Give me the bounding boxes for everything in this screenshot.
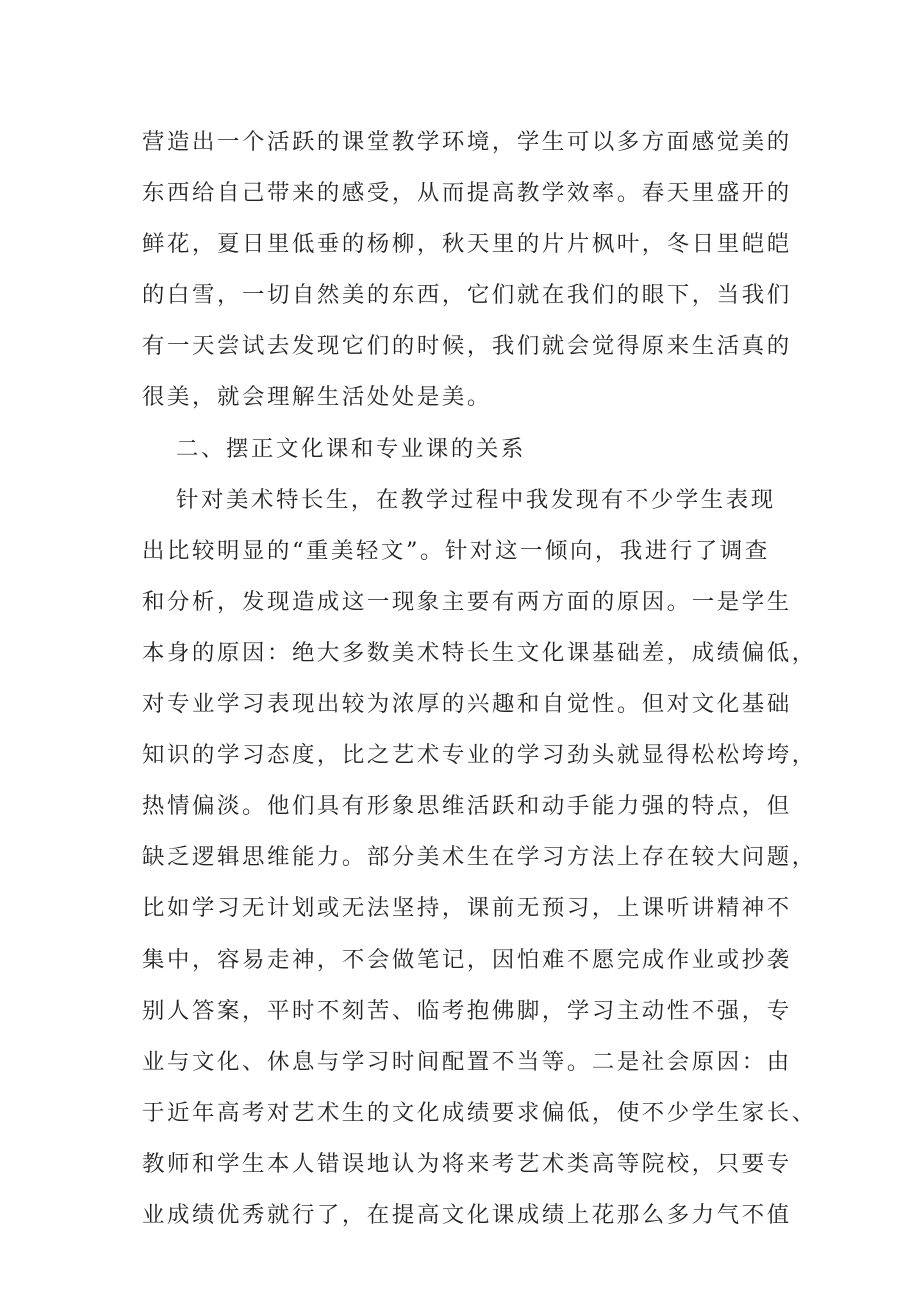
paragraph-line: 的白雪，一切自然美的东西，它们就在我们的眼下，当我们 (142, 282, 792, 309)
body-text (142, 117, 817, 1241)
paragraph-line: 缺乏逻辑思维能力。部分美术生在学习方法上存在较大问题， (142, 844, 817, 871)
paragraph-line: 东西给自己带来的感受，从而提高教学效率。春天里盛开的 (142, 180, 792, 207)
paragraph-line: 比如学习无计划或无法坚持，课前无预习，上课听讲精神不 (142, 895, 792, 922)
paragraph-line: 对专业学习表现出较为浓厚的兴趣和自觉性。但对文化基础 (142, 691, 792, 718)
paragraph-line: 出比较明显的“重美轻文”。针对这一倾向，我进行了调查 (142, 537, 770, 564)
paragraph-line: 和分析，发现造成这一现象主要有两方面的原因。一是学生 (142, 588, 792, 615)
paragraph-line: 教师和学生本人错误地认为将来考艺术类高等院校，只要专 (142, 1150, 792, 1177)
paragraph-line: 业与文化、休息与学习时间配置不当等。二是社会原因：由 (142, 1048, 792, 1075)
paragraph-line: 营造出一个活跃的课堂教学环境，学生可以多方面感觉美的 (142, 129, 792, 155)
paragraph-line: 针对美术特长生，在教学过程中我发现有不少学生表现 (176, 486, 776, 513)
paragraph-line: 知识的学习态度，比之艺术专业的学习劲头就显得松松垮垮， (142, 742, 817, 769)
paragraph-line: 鲜花，夏日里低垂的杨柳，秋天里的片片枫叶，冬日里皑皑 (142, 231, 792, 258)
paragraph-line: 本身的原因：绝大多数美术特长生文化课基础差，成绩偏低， (142, 639, 817, 666)
paragraph-line: 热情偏淡。他们具有形象思维活跃和动手能力强的特点，但 (142, 793, 792, 820)
paragraph-line: 于近年高考对艺术生的文化成绩要求偏低，使不少学生家长、 (142, 1099, 817, 1126)
paragraph-line: 很美，就会理解生活处处是美。 (142, 384, 492, 411)
paragraph-line: 集中，容易走神，不会做笔记，因怕难不愿完成作业或抄袭 (142, 946, 792, 973)
section-heading: 二、摆正文化课和专业课的关系 (176, 435, 526, 462)
paragraph-line: 别人答案，平时不刻苦、临考抱佛脚，学习主动性不强，专 (142, 997, 792, 1024)
paragraph-line: 业成绩优秀就行了，在提高文化课成绩上花那么多力气不值 (142, 1201, 792, 1228)
paragraph-line: 有一天尝试去发现它们的时候，我们就会觉得原来生活真的 (142, 333, 792, 360)
